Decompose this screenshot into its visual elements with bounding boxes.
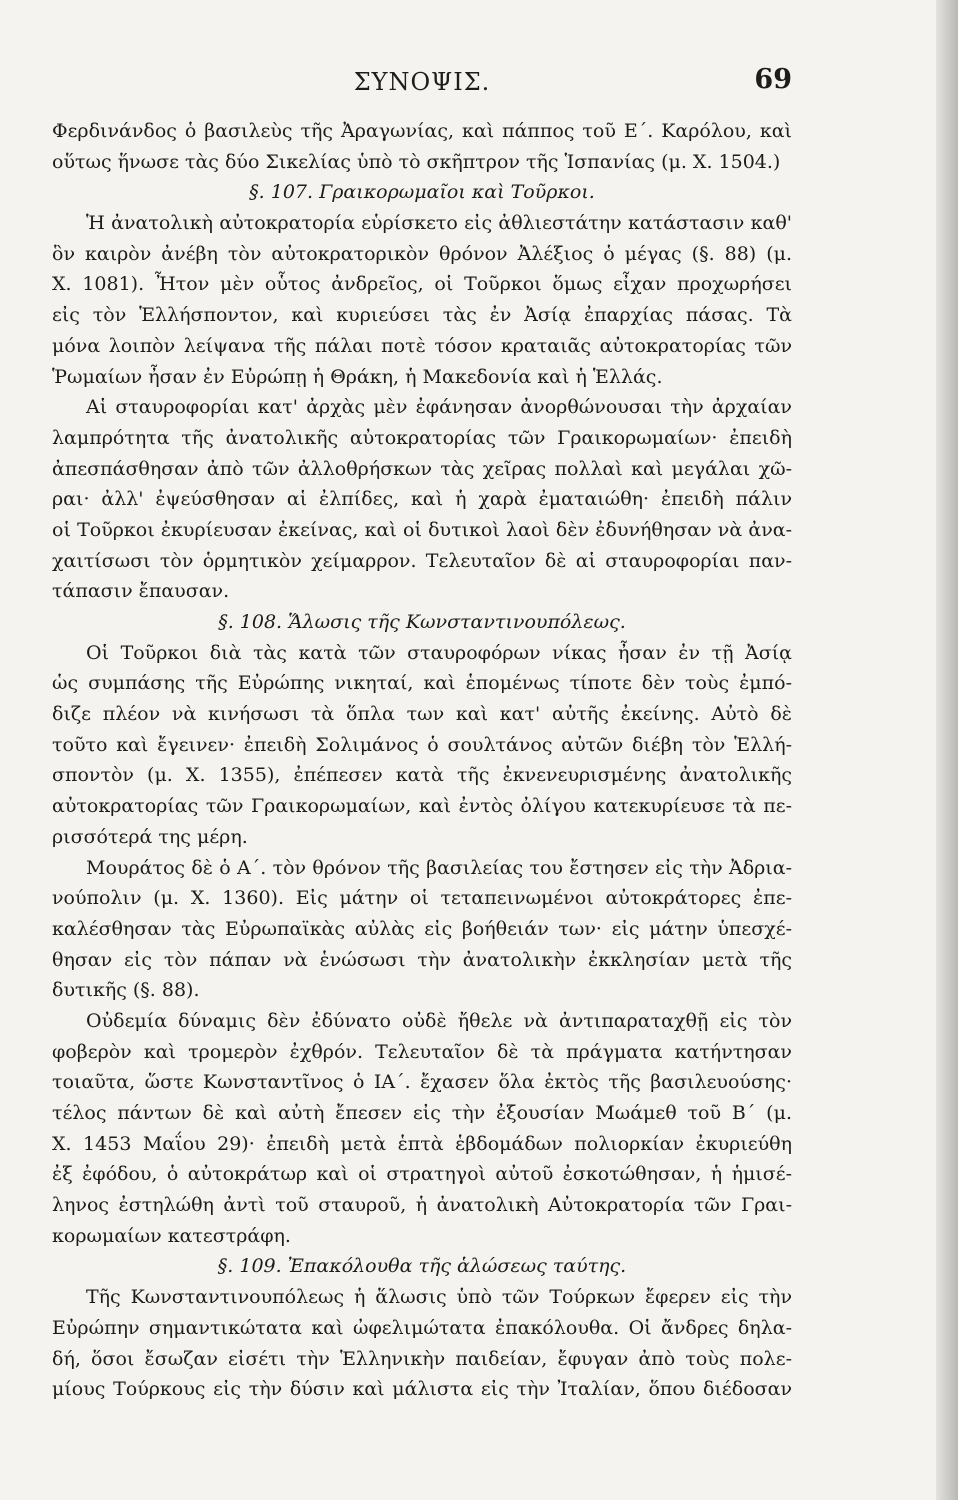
text-line: οὕτως ἥνωσε τὰς δύο Σικελίας ὑπὸ τὸ σκῆπτρον τῆς Ἱσπανίας (μ. Χ. 1504.) <box>52 150 781 173</box>
text-line: Αἱ σταυροφορίαι κατ' ἀρχὰς μὲν ἐφάνησαν ἀνορθώνουσαι τὴν ἀρχαίαν <box>86 396 792 419</box>
page-gutter-shadow <box>936 0 958 1500</box>
text-line: εἰς τὸν Ἑλλήσποντον, καὶ κυριεύσει τὰς ἐν Ἀσίᾳ ἐπαρχίας πάσας. Τὰ <box>52 304 792 327</box>
text-line: καλέσθησαν τὰς Εὐρωπαϊκὰς αὐλὰς εἰς βοήθειάν των· εἰς μάτην ὑπεσχέ- <box>52 917 792 940</box>
text-line: ρισσότερά της μέρη. <box>52 825 248 848</box>
text-line: σποντὸν (μ. Χ. 1355), ἐπέπεσεν κατὰ τῆς ἐκνενευρισμένης ἀνατολικῆς <box>52 764 792 787</box>
text-line: αὐτοκρατορίας τῶν Γραικορωμαίων, καὶ ἐντὸς ὀλίγου κατεκυρίευσε τὰ πε- <box>52 795 792 818</box>
text-line: τέλος πάντων δὲ καὶ αὐτὴ ἔπεσεν εἰς τὴν ἐξουσίαν Μωάμεθ τοῦ Β΄ (μ. <box>52 1102 792 1124</box>
text-line: ληνος ἐστηλώθη ἀντὶ τοῦ σταυροῦ, ἡ ἀνατολικὴ Αὐτοκρατορία τῶν Γραι- <box>52 1194 792 1217</box>
text-line: ραι· ἀλλ' ἐψεύσθησαν αἱ ἐλπίδες, καὶ ἡ χαρὰ ἐματαιώθη· ἐπειδὴ πάλιν <box>52 488 792 511</box>
text-line: ὡς συμπάσης τῆς Εὐρώπης νικηταί, καὶ ἑπομένως τίποτε δὲν τοὺς ἐμπό- <box>52 672 792 695</box>
body-text <box>52 116 792 1405</box>
text-line: Χ. 1453 Μαΐου 29)· ἐπειδὴ μετὰ ἑπτὰ ἑβδομάδων πολιορκίαν ἐκυριεύθη <box>52 1132 792 1155</box>
text-line: θησαν εἰς τὸν πάπαν νὰ ἑνώσωσι τὴν ἀνατολικὴν ἐκκλησίαν μετὰ τῆς <box>52 948 792 971</box>
text-line: χαιτίσωσι τὸν ὁρμητικὸν χείμαρρον. Τελευταῖον δὲ αἱ σταυροφορίαι παν- <box>52 549 792 572</box>
page-number: 69 <box>754 64 792 95</box>
text-line: κορωμαίων κατεστράφη. <box>52 1224 291 1247</box>
text-line: δή, ὅσοι ἔσωζαν εἰσέτι τὴν Ἑλληνικὴν παιδείαν, ἔφυγαν ἀπὸ τοὺς πολε- <box>52 1347 792 1370</box>
text-line: μόνα λοιπὸν λείψανα τῆς πάλαι ποτὲ τόσον κραταιᾶς αὐτοκρατορίας τῶν <box>52 334 792 357</box>
text-line: Τῆς Κωνσταντινουπόλεως ἡ ἅλωσις ὑπὸ τῶν Τούρκων ἔφερεν εἰς τὴν <box>86 1286 792 1309</box>
text-line: Οἱ Τοῦρκοι διὰ τὰς κατὰ τῶν σταυροφόρων νίκας ἦσαν ἐν τῇ Ἀσίᾳ <box>86 641 792 664</box>
text-line: Φερδινάνδος ὁ βασιλεὺς τῆς Ἀραγωνίας, καὶ πάππος τοῦ Ε΄. Καρόλου, καὶ <box>52 120 792 142</box>
text-line: Μουράτος δὲ ὁ Α΄. τὸν θρόνον τῆς βασιλείας του ἔστησεν εἰς τὴν Ἀδρια- <box>86 856 792 879</box>
text-line: διζε πλέον νὰ κινήσωσι τὰ ὅπλα των καὶ κατ' αὐτῆς ἐκείνης. Αὐτὸ δὲ <box>52 703 792 726</box>
text-line: ἀπεσπάσθησαν ἀπὸ τῶν ἀλλοθρήσκων τὰς χεῖρας πολλαὶ καὶ μεγάλαι χῶ- <box>52 457 792 480</box>
text-line: Ῥωμαίων ἦσαν ἐν Εὐρώπῃ ἡ Θράκη, ἡ Μακεδονία καὶ ἡ Ἑλλάς. <box>52 365 663 388</box>
text-line: φοβερὸν καὶ τρομερὸν ἐχθρόν. Τελευταῖον δὲ τὰ πράγματα κατήντησαν <box>52 1040 792 1063</box>
text-line: δυτικῆς (§. 88). <box>52 979 200 1002</box>
text-line: νούπολιν (μ. Χ. 1360). Εἰς μάτην οἱ τεταπεινωμένοι αὐτοκράτορες ἐπε- <box>52 887 792 910</box>
running-head: ΣΥΝΟΨΙΣ. <box>353 68 491 96</box>
text-line: Χ. 1081). Ἦτον μὲν οὗτος ἀνδρεῖος, οἱ Τοῦρκοι ὅμως εἶχαν προχωρήσει <box>52 273 792 296</box>
text-line: τάπασιν ἔπαυσαν. <box>52 580 230 603</box>
text-line: ὃν καιρὸν ἀνέβη τὸν αὐτοκρατορικὸν θρόνον Ἀλέξιος ὁ μέγας (§. 88) (μ. <box>52 242 792 265</box>
text-line: τοιαῦτα, ὥστε Κωνσταντῖνος ὁ ΙΑ΄. ἔχασεν ὅλα ἐκτὸς τῆς βασιλευούσης· <box>52 1071 792 1094</box>
text-line: τοῦτο καὶ ἔγεινεν· ἐπειδὴ Σολιμάνος ὁ σουλτάνος αὐτῶν διέβη τὸν Ἑλλή- <box>52 733 792 756</box>
text-line: Ἡ ἀνατολικὴ αὐτοκρατορία εὑρίσκετο εἰς ἀθλιεστάτην κατάστασιν καθ' <box>86 212 792 235</box>
text-line: ἐξ ἐφόδου, ὁ αὐτοκράτωρ καὶ οἱ στρατηγοὶ αὐτοῦ ἐσκοτώθησαν, ἡ ἡμισέ- <box>52 1163 792 1186</box>
section-heading-108: §. 108. Ἅλωσις τῆς Κωνσταντινουπόλεως. <box>218 611 626 633</box>
text-line: λαμπρότητα τῆς ἀνατολικῆς αὐτοκρατορίας τῶν Γραικορωμαίων· ἐπειδὴ <box>52 426 792 449</box>
text-line: Εὐρώπην σημαντικώτατα καὶ ὠφελιμώτατα ἐπακόλουθα. Οἱ ἄνδρες δηλα- <box>52 1316 792 1339</box>
text-line: οἱ Τοῦρκοι ἐκυρίευσαν ἐκείνας, καὶ οἱ δυτικοὶ λαοὶ δὲν ἐδυνήθησαν νὰ ἀνα- <box>52 518 792 541</box>
section-heading-109: §. 109. Ἐπακόλουθα τῆς ἁλώσεως ταύτης. <box>217 1255 627 1278</box>
page-header <box>52 64 792 98</box>
section-heading-107: §. 107. Γραικορωμαῖοι καὶ Τοῦρκοι. <box>249 181 595 204</box>
text-line: Οὐδεμία δύναμις δὲν ἐδύνατο οὐδὲ ἤθελε νὰ ἀντιπαραταχθῇ εἰς τὸν <box>86 1009 792 1032</box>
text-line: μίους Τούρκους εἰς τὴν δύσιν καὶ μάλιστα εἰς τὴν Ἰταλίαν, ὅπου διέδοσαν <box>52 1378 792 1401</box>
